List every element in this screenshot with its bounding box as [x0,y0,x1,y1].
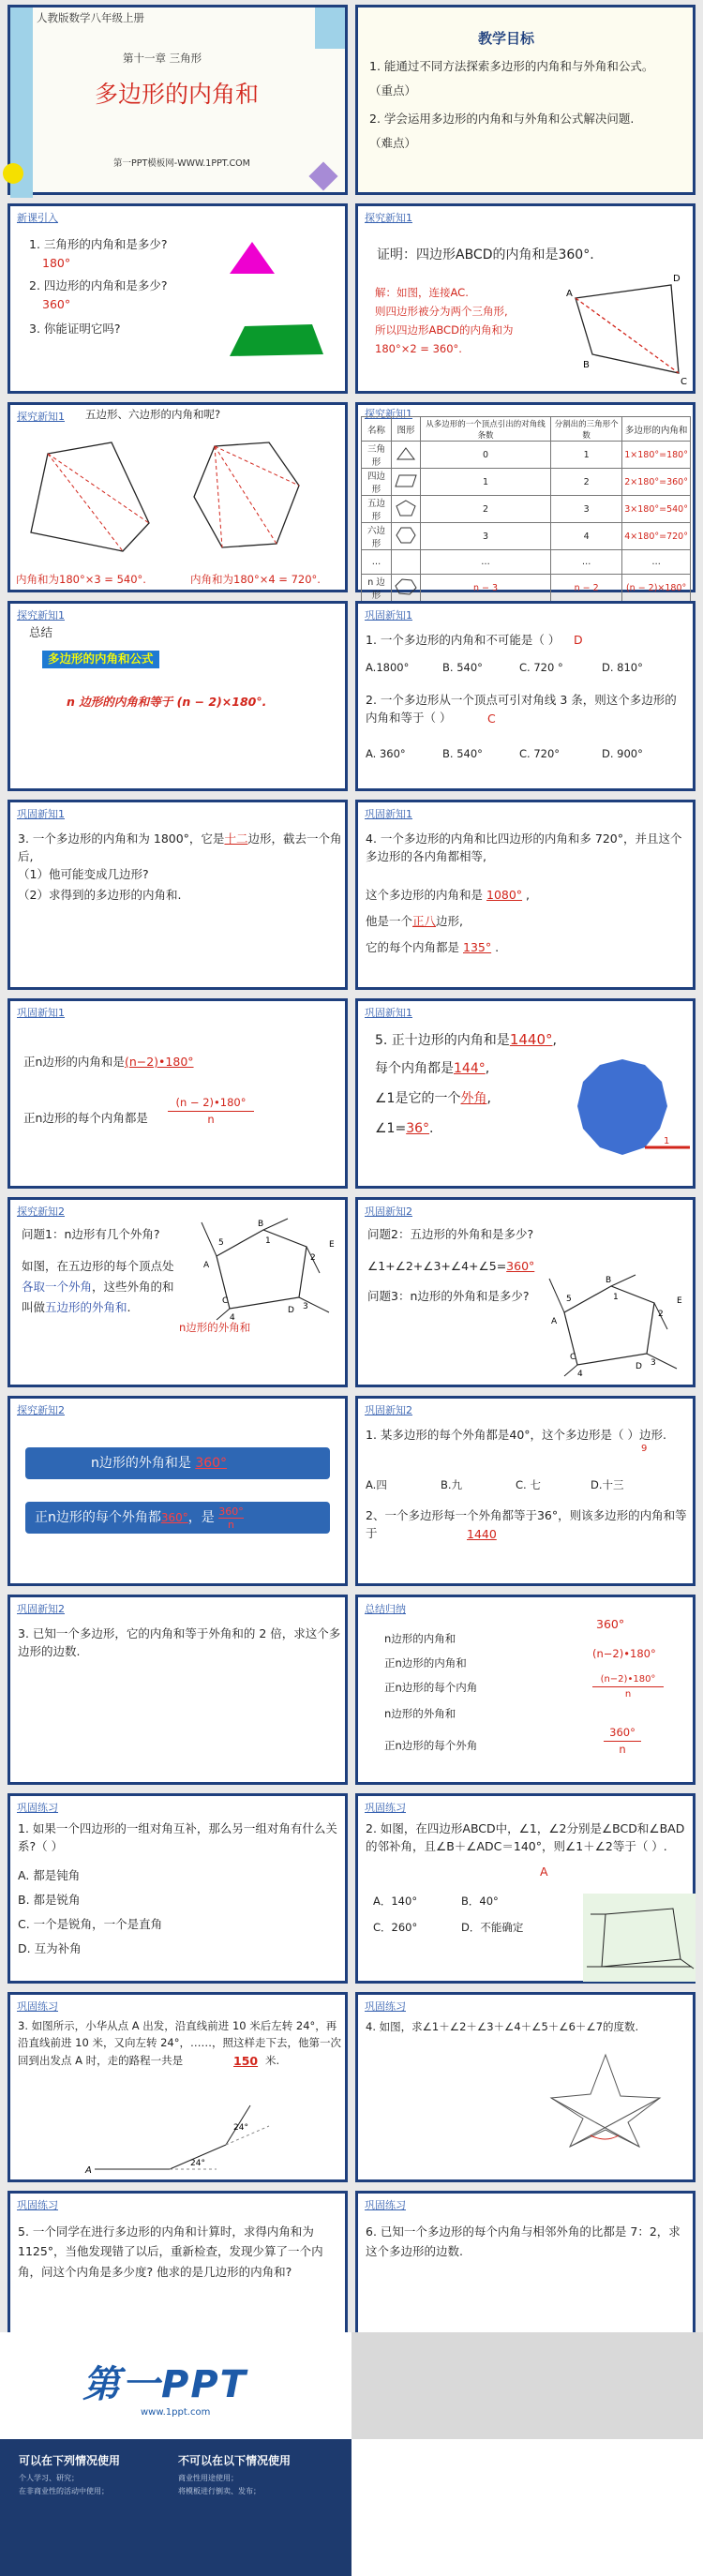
allowed-item: 个人学习、研究； [19,2474,79,2482]
allowed-heading: 可以在下列情况使用 [19,2454,121,2467]
text: 正n边形的每个外角都 [35,1510,161,1525]
question-3 [18,831,345,866]
exercise-question: 4. 如图，求∠1＋∠2＋∠3＋∠4＋∠5＋∠6＋∠7的度数. [366,2020,639,2033]
cell: … [421,550,551,575]
cell: 1×180°=180° [622,442,691,469]
proof-step-1: 解：如图，连接AC. [375,286,469,299]
text: 正n边形的内角和是 [23,1055,125,1069]
header-cell: 图形 [392,417,421,442]
slide-label: 巩固练习 [17,1802,58,1814]
vertex-c: C [681,377,687,387]
slide-label: 巩固新知2 [17,1603,65,1615]
pentagon-exterior-figure [546,1275,696,1383]
slide-decagon[interactable] [355,998,696,1189]
exercise-question: 1. 如果一个四边形的一组对角互补，那么另一组对角有什么关系?（ ） [18,1821,337,1853]
footer-url[interactable]: www.1ppt.com [141,2407,211,2418]
vertex-label: B [258,1220,264,1229]
shape-cell [392,523,421,550]
pent-hex-question: 五边形、六边形的内角和呢? [85,408,221,421]
vertex-label: E [677,1296,682,1306]
table-row [362,442,691,469]
circle-deco [3,163,23,184]
review-item: 正n边形的每个内角 [384,1681,478,1694]
question-text: 3. 一个多边形的内角和为 1800°，它是 [18,831,225,846]
row-4 [0,596,703,795]
cell: 3 [421,523,551,550]
footer-blank [352,2439,703,2576]
slide-exterior-1[interactable] [7,1197,348,1387]
fraction-denominator: n [227,1518,234,1531]
table-header [362,417,691,442]
cell: 1 [550,442,621,469]
answer-fill: 外角 [460,1091,487,1106]
slide-main-title: 多边形的内角和 [95,81,260,108]
cell: … [550,550,621,575]
goal-1-tag: （重点） [369,83,417,97]
exercise-question: 2. 如图，在四边形ABCD中，∠1，∠2分别是∠BCD和∠BAD的邻补角，且∠B＋∠ADC＝140°，则∠1＋∠2等于（ ）. [366,1821,685,1853]
question-4: 4. 一个多边形的内角和比四边形的内角和多 720°，并且这个多边形的各内角都相等, [366,831,682,863]
decagon-line-2: 每个内角都是144°, [375,1061,490,1076]
answer-fill: (n−2)•180° [124,1055,194,1069]
decagon-line-4: ∠1=36°. [375,1121,434,1136]
intro-q2: 2. 四边形的内角和是多少? [29,278,168,292]
option: B. 540° [442,661,483,674]
cell: n − 2 [550,575,621,602]
text: 这个多边形的内角和是 [366,888,484,902]
vertex-label: A [203,1261,210,1270]
cell: 2 [421,496,551,523]
question-3: 3. 已知一个多边形，它的内角和等于外角和的 2 倍，求这个多边形的边数. [18,1626,341,1658]
shape-cell [392,442,421,469]
review-item: 正n边形的每个外角 [384,1739,478,1752]
slide-label: 巩固新知1 [17,808,65,820]
footer-logo: 第一PPT [82,2363,247,2406]
goal-1: 1. 能通过不同方法探索多边形的内角和与外角和公式。 [369,59,654,73]
exercise-answer: 150 [233,2054,259,2068]
slide-label: 总结归纳 [365,1603,406,1615]
slide-proof-quad[interactable] [355,203,696,394]
question-1: 1. 一个多边形的内角和不可能是（ ） [366,633,561,647]
slide-label: 巩固练习 [17,2199,58,2211]
header-cell: 多边形的内角和 [622,417,691,442]
exterior-text-3 [22,1299,131,1317]
row-7 [0,1192,703,1391]
answer-fill: 360° [506,1259,535,1273]
cell: 4 [550,523,621,550]
forbidden-item: 商业性用途使用； [178,2474,238,2482]
polygon-figure [18,429,346,570]
slide-goals[interactable] [355,5,696,195]
review-fraction-num: (n−2)•180° [592,1672,664,1687]
answer-fill: 正八 [412,914,437,928]
option: B. 都是锐角 [18,1893,81,1907]
cell: 四边形 [362,469,392,496]
exercise-answer: A [540,1865,548,1879]
intro-q3: 3. 你能证明它吗? [29,322,121,336]
slide-label: 探究新知1 [365,408,412,420]
exterior-label: n边形的外角和 [179,1321,251,1334]
option: D. 互为补角 [18,1941,82,1955]
slide-label: 巩固新知1 [365,609,412,622]
question-1: 1. 某多边形的每个外角都是40°，这个多边形是（ ）边形. [366,1428,667,1442]
angle-label: 2 [658,1310,664,1319]
option: C．260° [373,1921,418,1934]
angle-label: 1 [265,1236,271,1246]
cell: 三角形 [362,442,392,469]
answer-fill: 1080° [486,888,523,902]
text: n边形的外角和是 [91,1456,191,1471]
vertex-a: A [566,289,573,299]
answer-fill: 360° [160,1511,188,1524]
text: 他是一个 [366,914,413,928]
review-value: (n−2)•180° [592,1647,656,1660]
exterior-question-2: 问题2：五边形的外角和是多少? [367,1227,534,1241]
answer-fill: 十二 [224,831,248,846]
cell: 2 [550,469,621,496]
cell: 五边形 [362,496,392,523]
table-row [362,496,691,523]
table-row [362,469,691,496]
vertex-label: D [636,1362,642,1371]
option: D.十三 [591,1478,624,1491]
row-11 [0,1987,703,2186]
slide-pent-hex[interactable] [7,402,348,592]
angle-label: 24° [233,2123,248,2133]
slide-label: 探究新知1 [17,411,65,423]
review-fraction-den: n [624,1689,632,1700]
proof-step-2: 则四边形被分为两个三角形, [375,305,508,318]
cell: n 边形 [362,575,392,602]
review-value: 360° [596,1617,625,1631]
text: ∠1= [375,1121,407,1136]
shape-cell [392,496,421,523]
angle-label: 5 [218,1238,224,1248]
decagon-line-3: ∠1是它的一个外角, [375,1091,491,1106]
footer-logo-area [0,2332,352,2439]
header-cell: 分割出的三角形个数 [550,417,621,442]
angle-label: 1 [613,1293,619,1302]
angle-label: 2 [310,1253,316,1263]
intro-a1: 180° [42,256,71,270]
option: D. 900° [602,747,643,760]
slide-label: 巩固练习 [365,2199,406,2211]
text: 每个内角都是 [375,1061,454,1076]
point-a-label: A [85,2165,92,2176]
angle-1-label: 1 [664,1136,670,1146]
fraction-numerator: 360° [218,1505,244,1518]
review-fraction-num: 360° [604,1725,641,1742]
exterior-text-2 [22,1279,174,1296]
text: . [127,1300,131,1314]
goal-2-tag: （难点） [369,136,417,150]
slide-practice-3[interactable] [355,800,696,990]
header-cell: 名称 [362,417,392,442]
text: 边形, [436,914,464,928]
exercise-question: 3. 如图所示，小华从点 A 出发，沿直线前进 10 米后左转 24°，再沿直线前进 10 米，又向左转 24°，……，照这样走下去，他第一次回到出发点 A 时，走的路程一共是 [18,2019,341,2067]
slide-label: 巩固新知1 [365,808,412,820]
row-10 [0,1789,703,1987]
forbidden-heading: 不可以在以下情况使用 [178,2454,292,2467]
site-name: 第一PPT模板网-WWW.1PPT.COM [113,158,250,169]
row-2 [0,199,703,397]
pentagon-conclusion: 内角和为180°×3 = 540°. [16,573,146,586]
slide-label: 巩固新知1 [365,1007,412,1019]
slide-exterior-formula[interactable] [7,1396,348,1586]
line-2 [366,913,463,931]
header-cell: 从多边形的一个顶点引出的对角线条数 [421,417,551,442]
slide-label: 巩固练习 [365,2000,406,2013]
unit: 米. [265,2054,280,2067]
angle-label: 5 [566,1295,572,1304]
cell: 0 [421,442,551,469]
question-2: 2. 一个多边形从一个顶点可引对角线 3 条，则这个多边形的内角和等于（ ） [366,693,677,725]
proof-step-3: 所以四边形ABCD的内角和为 [375,323,514,337]
answer-1: D [574,633,583,647]
option: C. 七 [516,1478,541,1491]
reg-sum-line [23,1054,194,1071]
row-5 [0,795,703,994]
slide-label: 巩固新知2 [365,1206,412,1218]
option: B．40° [461,1895,499,1908]
exterior-question-1: 问题1：n边形有几个外角? [22,1227,160,1241]
slide-regular-polygon[interactable] [7,998,348,1189]
slide-exercise-2[interactable] [355,1793,696,1984]
diamond-deco [308,161,337,190]
slide-label: 巩固新知2 [365,1404,412,1416]
option: A．140° [373,1895,418,1908]
exterior-question-3: 问题3：n边形的外角和是多少? [367,1289,530,1303]
option: C. 一个是锐角，一个是直角 [18,1917,163,1931]
row-3 [0,397,703,601]
forbidden-item: 将模板进行倒卖、发布； [178,2487,261,2495]
slide-summary[interactable] [7,601,348,791]
regular-exterior-bar [25,1502,330,1534]
footer-gray-panel [352,2332,703,2439]
slide-title[interactable] [7,5,348,195]
review-item: n边形的外角和 [384,1707,456,1720]
fraction [218,1505,244,1531]
sub-question-2: （2）求得到的多边形的内角和. [18,888,182,902]
slide-practice-4[interactable] [355,1396,696,1586]
text: 它的每个内角都是 [366,940,460,954]
chapter-name: 第十一章 三角形 [123,52,202,65]
corner-deco [315,7,345,49]
question-text-end: 边形，截去一个角后, [18,831,342,863]
vertex-b: B [583,360,590,370]
reg-angle-label: 正n边形的每个内角都是 [23,1111,148,1125]
slide-label: 探究新知2 [17,1206,65,1218]
slide-label: 探究新知1 [17,609,65,622]
option: D. 810° [602,661,643,674]
review-item: n边形的内角和 [384,1632,456,1645]
shape-cell [392,469,421,496]
exercise-question: 5. 一个同学在进行多边形的内角和计算时，求得内角和为 1125°，当他发现错了以后，重新检查，发现少算了一个内角，问这个内角是多少度? 他求的是几边形的内角和? [18,2224,323,2279]
footer [0,2332,703,2576]
exercise-question: 6. 已知一个多边形的每个内角与相邻外角的比都是 7：2，求这个多边形的边数. [366,2224,681,2259]
slide-label: 巩固新知1 [17,1007,65,1019]
option: A. 360° [366,747,406,760]
decagon-q: 5. 正十边形的内角和是1440°, [375,1031,557,1048]
answer-fill: 36° [406,1121,430,1136]
option: D．不能确定 [461,1921,524,1934]
cell: 3×180°=540° [622,496,691,523]
decagon-figure [566,1054,694,1176]
answer-fill: 135° [463,940,492,954]
option: A.四 [366,1478,387,1491]
intro-a2: 360° [42,297,71,311]
cell: n − 3 [421,575,551,602]
cell: 1 [421,469,551,496]
slide-intro[interactable] [7,203,348,394]
text: ∠1+∠2+∠3+∠4+∠5= [367,1259,507,1273]
formula-box: 多边形的内角和公式 [42,651,159,668]
line-3: 它的每个内角都是 135° . [366,940,500,954]
table-row [362,550,691,575]
cell: 3 [550,496,621,523]
review-item: 正n边形的内角和 [384,1656,467,1670]
cell: (n − 2)×180° [622,575,691,602]
proof-statement: 证明：四边形ABCD的内角和是360°. [377,247,594,262]
goals-title: 教学目标 [478,30,535,47]
hexagon-conclusion: 内角和为180°×4 = 720°. [190,573,321,586]
intro-q1: 1. 三角形的内角和是多少? [29,237,168,251]
sub-question-1: （1）他可能变成几边形? [18,867,149,881]
slide-angle-table[interactable] [355,402,696,601]
answer-1: 9 [641,1444,648,1454]
fraction-numerator: (n − 2)•180° [168,1095,254,1112]
slide-exercise-3[interactable] [7,1992,348,2182]
option: A.1800° [366,661,410,674]
slide-label: 探究新知1 [365,212,412,224]
slide-exterior-2[interactable] [355,1197,696,1387]
cell: 2×180°=360° [622,469,691,496]
highlight: 各取一个外角 [22,1280,93,1294]
vertex-label: B [606,1276,612,1285]
quad-angles-figure [583,1894,696,1982]
book-name: 人教版数学八年级上册 [37,11,144,24]
option: C. 720 ° [519,661,563,674]
slide-review[interactable] [355,1595,696,1785]
cell: 六边形 [362,523,392,550]
review-fraction-den: n [619,1743,626,1756]
exterior-equation [367,1258,534,1276]
text: ，这些外角的和 [92,1280,174,1294]
exterior-sum-bar [25,1447,330,1479]
question-2: 2、一个多边形每一个外角都等于36°，则该多边形的内角和等于 [366,1508,687,1540]
option: B. 540° [442,747,483,760]
angle-label: 4 [577,1370,583,1379]
walk-path-figure [85,2089,273,2182]
trapezoid-shape [230,324,323,356]
row-6 [0,994,703,1192]
text: ，是 [187,1510,215,1525]
table-row [362,523,691,550]
row-8 [0,1391,703,1590]
shapes-figure [226,234,329,366]
line-1: 这个多边形的内角和是 1080° , [366,888,531,902]
answer-fill: 144° [454,1061,486,1076]
text: 叫做 [22,1300,46,1314]
summary-heading: 总结 [29,625,53,639]
vertex-label: E [329,1240,335,1250]
angle-sum-table [361,416,691,602]
option: C. 720° [519,747,561,760]
slide-exercise-4[interactable] [355,1992,696,2182]
slide-label: 新课引入 [17,212,58,224]
slide-label: 巩固练习 [17,2000,58,2013]
vertex-label: D [288,1306,294,1315]
slide-label: 巩固练习 [365,1802,406,1814]
footer-usage-panel [0,2439,352,2576]
slide-practice-2[interactable] [7,800,348,990]
option: A. 都是钝角 [18,1868,81,1882]
row-1 [0,0,703,199]
star-figure [546,2049,667,2152]
angle-label: 24° [190,2159,205,2168]
exterior-text-1: 如图，在五边形的每个顶点处 [22,1259,174,1273]
slide-label: 探究新知2 [17,1404,65,1416]
formula-text: n 边形的内角和等于 (n − 2)×180°. [67,695,267,709]
pentagon-exterior-figure [198,1219,348,1322]
highlight: 五边形的外角和 [45,1300,127,1314]
proof-step-4: 180°×2 = 360°. [375,342,462,355]
slide-practice-1[interactable] [355,601,696,791]
vertex-label: C [570,1353,576,1362]
answer-2: C [487,711,496,726]
angle-label: 3 [651,1358,656,1368]
fraction-denominator: n [207,1113,215,1126]
triangle-shape [230,242,275,274]
option: B.九 [441,1478,463,1491]
cell: … [362,550,392,575]
allowed-item: 在非商业性的活动中使用； [19,2487,109,2495]
answer-2: 1440 [467,1527,497,1541]
quad-figure [564,268,696,390]
vertex-label: C [222,1296,229,1306]
row-9 [0,1590,703,1789]
text: 5. 正十边形的内角和是 [375,1033,510,1048]
cell [392,550,421,575]
slide-exercise-1[interactable] [7,1793,348,1984]
text: ∠1是它的一个 [375,1091,461,1106]
angle-label: 3 [303,1302,308,1311]
goal-2: 2. 学会运用多边形的内角和与外角和公式解决问题. [369,112,635,126]
slide-practice-5[interactable] [7,1595,348,1785]
cell: 4×180°=720° [622,523,691,550]
vertex-label: A [551,1317,558,1326]
answer-fill: 1440° [509,1031,553,1048]
cell: … [622,550,691,575]
answer-fill: 360° [195,1456,228,1471]
vertex-d: D [673,274,681,284]
angle-label: 4 [230,1313,235,1323]
